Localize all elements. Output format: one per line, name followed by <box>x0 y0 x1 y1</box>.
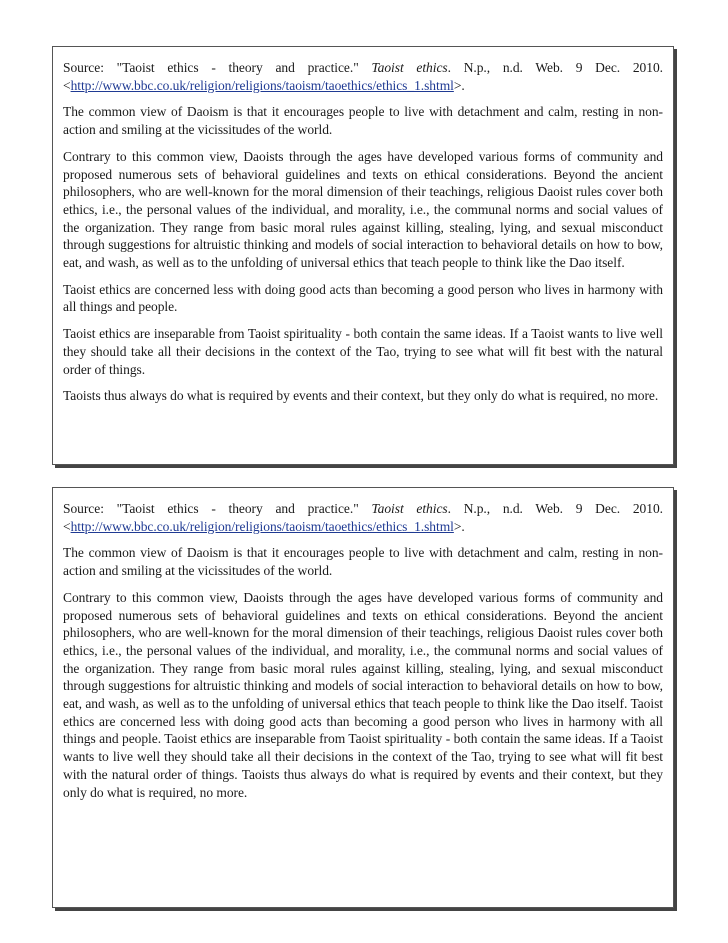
paragraph-good-person: Taoist ethics are concerned less with doing good acts than becoming a good person who lives in harmony with all things and people. <box>63 281 663 315</box>
paragraph-spirituality: Taoist ethics are inseparable from Taoist spirituality - both contain the same ideas. If a Taoist wants to live well they should take all their decisions in the context of the Tao, trying to see what will fit best with the natural order of things. <box>63 326 663 377</box>
citation-details: . N.p., n.d. Web. 9 Dec. 2010. < <box>63 60 663 93</box>
text-box-merged <box>52 487 674 908</box>
source-citation <box>63 59 663 94</box>
paragraph-required: Taoists thus always do what is required by events and their context, but they only do what is required, no more. <box>63 388 659 404</box>
citation-suffix: >. <box>453 518 465 534</box>
source-link[interactable]: http://www.bbc.co.uk/religion/religions/taoism/taoethics/ethics_1.shtml <box>70 518 454 534</box>
citation-prefix: Source: "Taoist ethics - theory and practice." <box>63 60 372 75</box>
source-link[interactable]: http://www.bbc.co.uk/religion/religions/taoism/taoethics/ethics_1.shtml <box>70 77 454 93</box>
citation-suffix: >. <box>453 77 465 93</box>
text-box-original <box>52 46 674 465</box>
paragraph-merged-body: Contrary to this common view, Daoists through the ages have developed various forms of community and proposed numerous sets of behavioral guidelines and texts on ethical considerations. Beyond the ancient philosophers, who are well-known for the moral dimension of their teachings, religious Daoist rules cover both ethics, i.e., the personal values of the individual, and morality, i.e., the communal norms and social values of the organization. They range from basic moral rules against killing, stealing, lying, and sexual misconduct through suggestions for altruistic thinking and models of social interaction to behavioral details on how to bow, eat, and wash, as well as to the unfolding of universal ethics that teach people to think like the Dao itself. Taoist ethics are concerned less with doing good acts than becoming a good person who lives in harmony with all things and people. Taoist ethics are inseparable from Taoist spirituality - both contain the same ideas. If a Taoist wants to live well they should take all their decisions in the context of the Tao, trying to see what will fit best with the natural order of things. Taoists thus always do what is required by events and their context, but they only do what is required, no more. <box>63 589 663 800</box>
paragraph-common-view: The common view of Daoism is that it encourages people to live with detachment and calm, resting in non-action and smiling at the vicissitudes of the world. <box>63 545 663 579</box>
paragraph-contrary: Contrary to this common view, Daoists through the ages have developed various forms of community and proposed numerous sets of behavioral guidelines and texts on ethical considerations. Beyond the ancient philosophers, who are well-known for the moral dimension of their teachings, religious Daoist rules cover both ethics, i.e., the personal values of the individual, and morality, i.e., the communal norms and social values of the organization. They range from basic moral rules against killing, stealing, lying, and sexual misconduct through suggestions for altruistic thinking and models of social interaction to behavioral details on how to bow, eat, and wash, as well as to the unfolding of universal ethics that teach people to think like the Dao itself. <box>63 148 663 271</box>
citation-details: . N.p., n.d. Web. 9 Dec. 2010. < <box>63 501 663 534</box>
citation-publication: Taoist ethics <box>371 501 448 516</box>
source-citation <box>63 500 663 535</box>
citation-publication: Taoist ethics <box>371 60 448 75</box>
citation-prefix: Source: "Taoist ethics - theory and practice." <box>63 501 372 516</box>
paragraph-common-view: The common view of Daoism is that it encourages people to live with detachment and calm, resting in non-action and smiling at the vicissitudes of the world. <box>63 104 663 138</box>
